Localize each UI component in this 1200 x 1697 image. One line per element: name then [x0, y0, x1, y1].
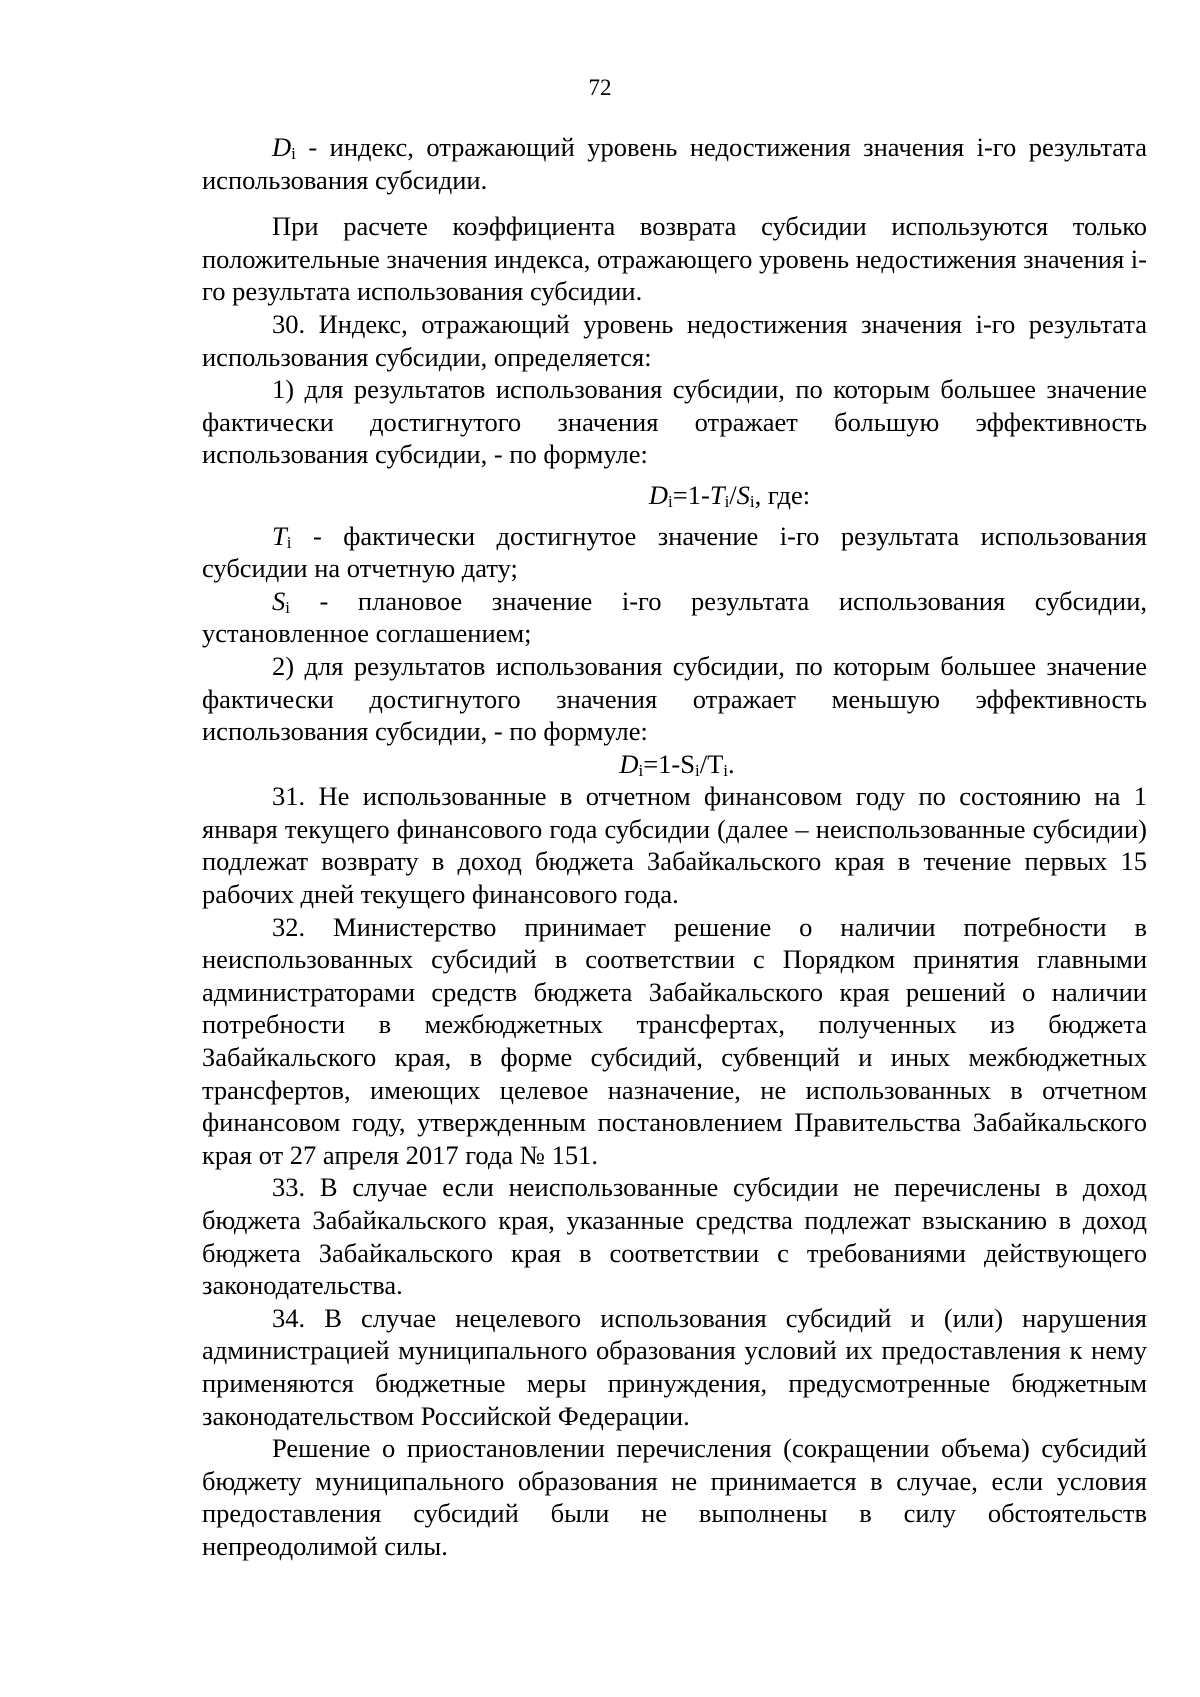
paragraph-31: 31. Не использованные в отчетном финансовом году по состоянию на 1 января текущего финансового года субсидии (далее – неиспользованные субсидии) подлежат возврату в доход бюджета Забайкальского края в течение первых 15 рабочих дней текущего финансового года. — [202, 781, 1147, 910]
paragraph-32: 32. Министерство принимает решение о наличии потребности в неиспользованных субсидий в соответствии с Порядком принятия главными администраторами средств бюджета Забайкальского края решений о наличии потребности в межбюджетных трансфертах, полученных из бюджета Забайкальского края, в форме субсидий, субвенций и иных межбюджетных трансфертов, имеющих целевое назначение, не использованных в отчетном финансовом году, утвержденным постановлением Правительства Забайкальского края от 27 апреля 2017 года № 151. — [202, 911, 1147, 1170]
paragraph-text: - плановое значение i-го результата использования субсидии, установленное соглашением; — [202, 585, 1147, 649]
paragraph-34: 34. В случае нецелевого использования субсидий и (или) нарушения администрацией муниципального образования условий их предоставления к нему применяются бюджетные меры принуждения, предусмотренные бюджетным законодательством Российской Федерации. — [202, 1302, 1147, 1431]
formula-subscript: i — [668, 491, 673, 511]
formula-subscript: i — [723, 760, 729, 780]
paragraph-si-definition — [202, 585, 1147, 650]
variable-t: T — [272, 520, 287, 551]
formula-operator: =1-S — [643, 748, 695, 779]
paragraph-33: 33. В случае если неиспользованные субсидии не перечислены в доход бюджета Забайкальского края, указанные средства подлежат взысканию в доход бюджета Забайкальского края в соответствии с требованиями действующего законодательства. — [202, 1172, 1147, 1301]
paragraph-ti-definition — [202, 520, 1147, 585]
formula-subscript: i — [749, 491, 755, 511]
formula-subscript: i — [724, 491, 730, 511]
formula-2 — [202, 748, 1147, 781]
subscript-i: i — [291, 144, 296, 163]
paragraph-di-definition — [202, 131, 1147, 196]
formula-operator: =1- — [672, 479, 710, 510]
formula-variable-t: T — [709, 479, 725, 510]
paragraph-30-item-2: 2) для результатов использования субсидии, по которым большее значение фактически достигнутого значения отражает меньшую эффективность использования субсидии, - по формуле: — [202, 650, 1147, 747]
formula-subscript: i — [694, 760, 700, 780]
formula-tail: , где: — [754, 479, 811, 510]
formula-operator: /T — [699, 748, 724, 779]
formula-1 — [202, 479, 1147, 512]
formula-operator: / — [729, 479, 737, 510]
page-number: 72 — [588, 75, 612, 100]
formula-variable-s: S — [736, 479, 750, 510]
formula-variable-d: D — [648, 479, 669, 510]
paragraph-30-item-1: 1) для результатов использования субсидии, по которым большее значение фактически достигнутого значения отражает большую эффективность использования субсидии, - по формуле: — [202, 374, 1147, 470]
document-body — [202, 131, 1147, 1563]
formula-tail: . — [728, 748, 735, 779]
variable-d: D — [272, 132, 292, 162]
subscript-i: i — [286, 532, 292, 552]
formula-subscript: i — [638, 760, 644, 780]
paragraph-30: 30. Индекс, отражающий уровень недостижения значения i-го результата использования субсидии, определяется: — [202, 308, 1147, 372]
paragraph-text: - фактически достигнутое значение i-го результата использования субсидии на отчетную дату; — [202, 520, 1147, 584]
subscript-i: i — [285, 597, 290, 617]
paragraph-positive-values: При расчете коэффициента возврата субсидии используются только положительные значения индекса, отражающего уровень недостижения значения i-го результата использования субсидии. — [202, 211, 1147, 307]
variable-s: S — [272, 585, 286, 616]
formula-variable-d: D — [619, 748, 639, 779]
paragraph-text: - индекс, отражающий уровень недостижения значения i-го результата использования субсидии. — [202, 132, 1147, 195]
paragraph-suspension-decision: Решение о приостановлении перечисления (сокращении объема) субсидий бюджету муниципального образования не принимается в случае, если условия предоставления субсидий были не выполнены в силу обстоятельств непреодолимой силы. — [202, 1433, 1147, 1561]
